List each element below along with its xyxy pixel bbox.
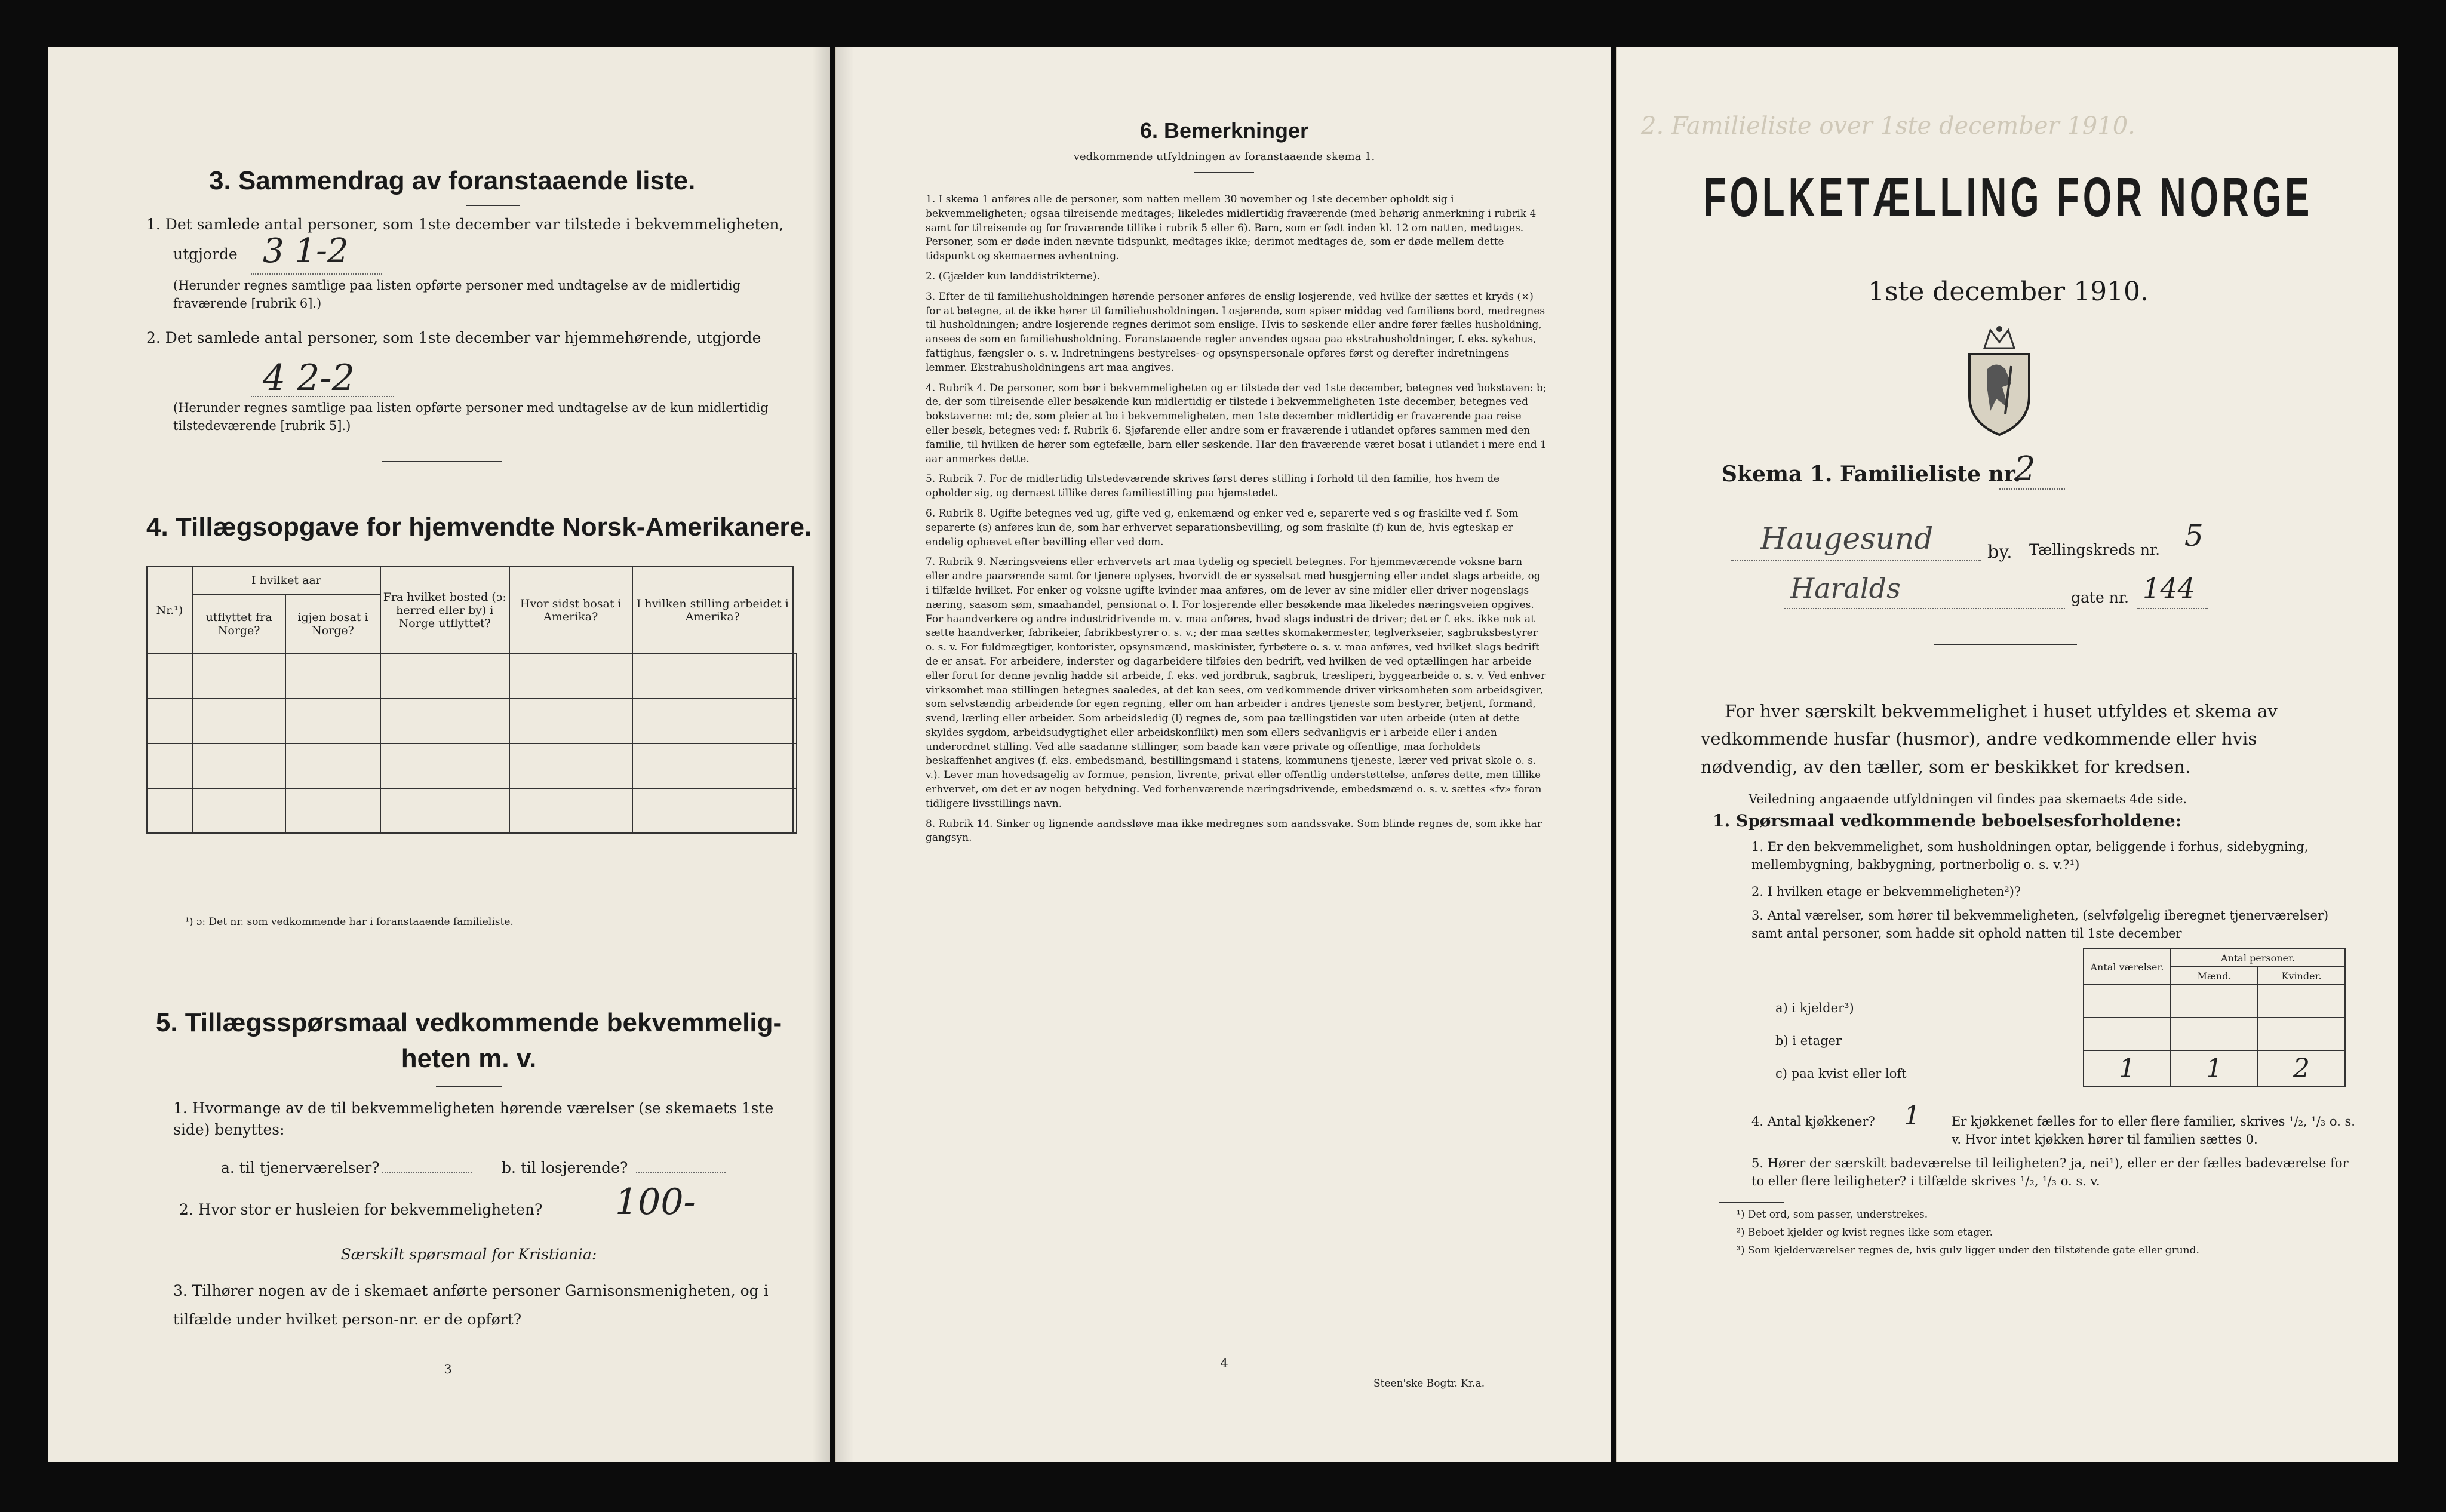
page-middle [835, 47, 1611, 1462]
c-kvinder-value: 2 [2258, 1050, 2345, 1086]
page-number: 4 [1220, 1356, 1228, 1370]
street-label: gate nr. [2071, 589, 2129, 606]
row-b-label: b) i etager [1775, 1034, 1842, 1048]
c-maend-value: 1 [2171, 1050, 2258, 1086]
col-header-aar: I hvilket aar [192, 567, 380, 594]
table-row [147, 699, 797, 743]
table-row [2084, 985, 2345, 1018]
col-kvinder: Kvinder. [2258, 967, 2345, 985]
q5-text: 5. Hører der særskilt badeværelse til leiligheten? ja, nei¹), eller er der fælles badeværelse for to eller flere leiligheter? i tilfælde skrives ¹/₂, ¹/₃ o. s. v. [1751, 1156, 2349, 1189]
col-maend: Mænd. [2171, 967, 2258, 985]
s5-q1b: b. til losjerende? [502, 1159, 628, 1176]
col-header-bosat: igjen bosat i Norge? [285, 594, 380, 654]
dotted-line [636, 1172, 726, 1173]
s4-footnote: ¹) ɔ: Det nr. som vedkommende har i foranstaaende familieliste. [185, 916, 514, 928]
col-header-nr: Nr.¹) [147, 567, 192, 654]
page-right [1616, 47, 2398, 1462]
remark-6: 6. Rubrik 8. Ugifte betegnes ved ug, gifte ved g, enkemænd og enker ved e, separerte ved s og fraskilte ved f. Som separerte (s) anføres kun de, som har erhvervet separationsbevilling, og som fraskilte (f) kun de, hvis egteskap er endelig ophævet efter bevilling eller ved dom. [926, 507, 1519, 548]
col-antal-pers: Antal personer. [2171, 949, 2345, 967]
page-number: 3 [444, 1362, 452, 1376]
table-row [147, 788, 797, 833]
city-value: Haugesund [1760, 521, 1934, 556]
divider [466, 205, 520, 206]
krets-value: 5 [2184, 518, 2204, 553]
q4-rest: Er kjøkkenet fælles for to eller flere familier, skrives ¹/₂, ¹/₃ o. s. v. Hvor intet kjøkken hører til familien sættes 0. [1952, 1114, 2355, 1147]
s3-q1-value: 3 1-2 [263, 232, 349, 271]
s3-q1-label: utgjorde [173, 245, 238, 263]
sec1-title: 1. Spørsmaal vedkommende beboelsesforholdene: [1713, 811, 2182, 831]
page-fold-shadow [836, 47, 854, 1462]
s3-q2-text: 2. Det samlede antal personer, som 1ste december var hjemmehørende, utgjorde [146, 329, 761, 346]
dotted-line [1784, 608, 2065, 609]
remark-7: 7. Rubrik 9. Næringsveiens eller erhvervets art maa tydelig og specielt betegnes. For hjemmeværende voksne barn eller andre paarørende samt for tjenere oplyses, hvorvidt de er sysselsat med husgjerning eller andet slags arbeide, og i tilfælde hvilket. For enker og voksne ugifte kvinder maa anføres, om de lever av sine midler eller driver nogenslags næring, saasom søm, smaahandel, pensionat o. l. For losjerende eller besøkende maa likeledes næringsveien opgives. For haandverkere og andre industridrivende m. v. maa anføres, hvad slags industri de driver; det er f. eks. ikke nok at sætte haandverker, fabrikeier, fabrikbestyrer o. s. v.; der maa sættes skomakermester, teglverkseier, sagbruksbestyrer o. s. v. For fuldmægtiger, kontorister, opsynsmænd, maskinister, fyrbøtere o. s. v. maa anføres, ved hvilket slags bedrift de er ansat. For arbeidere, inderster og dagarbeidere tilføies den bedrift, ved hvilken de ved optællingen har arbeide eller forut for denne jevnlig hadde sit arbeide, f. eks. ved jordbruk, sagbruk, træsliperi, byggearbeide o. s. v. Ved enhver virksomhet maa stillingen betegnes saaledes, at det kan sees, om vedkommende driver virksomheten som arbeidsgiver, som selvstændig arbeidende for egen regning, eller om han arbeider i andres tjeneste som bestyrer, betjent, formand, svend, lærling eller arbeider. Som arbeidsledig (l) regnes de, som paa tællingstiden var uten arbeide (uten at dette skyldes sygdom, arbeidsudygtighet eller arbeidskonflikt) men som ellers sedvanligvis er i arbeide eller i anden underordnet stilling. Ved alle saadanne stillinger, som baade kan være private og offentlige, maa forholdets beskaffenhet angives (f. eks. embedsmand, bestillingsmand i statens, kommunens tjeneste, lærer ved privat skole o. s. v.). Lever man hovedsagelig av formue, pension, livrente, privat eller offentlig understøttelse, anføres dette, men tillike erhvervet, om det er av nogen betydning. Ved forhenværende næringsdrivende, embedsmænd o. s. v. sættes «fv» foran tidligere livsstillings navn. [926, 556, 1546, 810]
census-date: 1ste december 1910. [1867, 276, 2149, 307]
divider-ornament [1934, 644, 2077, 645]
s3-q1-note: (Herunder regnes samtlige paa listen opførte personer med undtagelse av de midlertidig fraværende [rubrik 6].) [173, 278, 741, 311]
s5-q1a: a. til tjenerværelser? [221, 1159, 380, 1176]
divider [1719, 1202, 1784, 1203]
section-5-title-line2: heten m. v. [401, 1044, 537, 1073]
remarks-title: 6. Bemerkninger [1139, 118, 1309, 143]
remark-1: 1. I skema 1 anføres alle de personer, som natten mellem 30 november og 1ste december opholdt sig i bekvemmeligheten; ogsaa tilreisende medtages; likeledes midlertidig fraværende (med behørig anmerkning i rubrik 4 samt for tilreisende og for fraværende tillike i rubrik 5 eller 6). Barn, som er født inden kl. 12 om natten, medtages. Personer, som er døde inden nævnte tidspunkt, medtages ikke; derimot medtages de, som er døde mellem dette tidspunkt og skemaernes avhentning. [926, 193, 1537, 263]
remark-2: 2. (Gjælder kun landdistrikterne). [926, 270, 1100, 282]
q4-value: 1 [1904, 1101, 1920, 1131]
divider [382, 461, 502, 462]
s5-q3: 3. Tilhører nogen av de i skemaet anførte personer Garnisonsmenigheten, og i tilfælde under hvilket person-nr. er de opført? [173, 1282, 769, 1328]
street-number: 144 [2143, 572, 2195, 604]
col-header-bosted: Fra hvilket bosted (ɔ: herred eller by) i Norge utflyttet? [380, 567, 509, 654]
c-vaer-value: 1 [2084, 1050, 2171, 1086]
s3-q2-value: 4 2-2 [263, 357, 355, 399]
table-row [2084, 1018, 2345, 1050]
remarks-list [926, 193, 1547, 852]
q4-text: 4. Antal kjøkkener? [1751, 1114, 1875, 1129]
page-left [48, 47, 830, 1462]
dotted-line [251, 273, 382, 275]
veiledning: Veiledning angaaende utfyldningen vil findes paa skemaets 4de side. [1749, 792, 2187, 806]
row-c-label: c) paa kvist eller loft [1775, 1067, 1907, 1081]
s5-q2-value: 100- [615, 1181, 696, 1223]
rooms-table [2083, 948, 2346, 1087]
remark-3: 3. Efter de til familiehusholdningen hørende personer anføres de enslig losjerende, ved hvilke der sættes et kryds (×) for at betegne, at de ikke hører til familiehusholdningen. Losjerende, som spiser middag ved familiens bord, medregnes til husholdningen; andre losjerende regnes derimot som enslige. Hvis to søskende eller andre fører fælles husholdning, ansees de som en familiehusholdning. Foranstaaende regler anvendes ogsaa paa ekstrahusholdninger, f. eks. sykehus, fattighus, fængsler o. s. v. Indretningens bestyrelses- og opsynspersonale opføres først og derefter indretningens lemmer. Ekstrahusholdningens art maa angives. [926, 290, 1545, 374]
section-4-title: 4. Tillægsopgave for hjemvendte Norsk-Amerikanere. [146, 512, 812, 542]
remark-4: 4. Rubrik 4. De personer, som bør i bekvemmeligheten og er tilstede der ved 1ste december, betegnes ved bokstaven: b; de, der som tilreisende eller besøkende kun midlertidig er tilstede i bekvemmeligheten 1ste december, betegnes ved bokstaverne: mt; de, som pleier at bo i bekvemmeligheten, men 1ste december midlertidig er fraværende paa reise eller besøk, betegnes ved: f. Rubrik 6. Sjøfarende eller andre som er fraværende i utlandet opføres sammen med den familie, til hvilken de hører som egtefælle, barn eller søskende. Har den fraværende været bosat i utlandet i mere end 1 aar anmerkes dette. [926, 382, 1547, 465]
s3-q2-note: (Herunder regnes samtlige paa listen opførte personer med undtagelse av de kun midlertidig tilstedeværende [rubrik 5].) [173, 401, 769, 434]
footnote-1: ¹) Det ord, som passer, understrekes. [1737, 1209, 1928, 1221]
ghost-header: 2. Familieliste over 1ste december 1910. [1641, 112, 2135, 140]
section-3-title: 3. Sammendrag av foranstaaende liste. [209, 166, 696, 195]
masthead: FOLKETÆLLING FOR NORGE [1703, 167, 2313, 229]
q2-text: 2. I hvilken etage er bekvemmeligheten²)? [1751, 884, 2021, 899]
dotted-line [382, 1172, 472, 1173]
dotted-line [2137, 608, 2208, 609]
familieliste-nr: 2 [2014, 450, 2036, 488]
dotted-line [1731, 560, 1981, 561]
page-fold-shadow [812, 47, 830, 1462]
norsk-amerikanere-table [146, 566, 797, 834]
dotted-line [1999, 488, 2065, 490]
printer-mark: Steen'ske Bogtr. Kr.a. [1373, 1378, 1485, 1390]
divider [1194, 172, 1254, 173]
col-header-amerika: Hvor sidst bosat i Amerika? [509, 567, 632, 654]
divider [436, 1086, 502, 1087]
remark-8: 8. Rubrik 14. Sinker og lignende aandssløve maa ikke medregnes som aandssvake. Som blinde regnes de, som ikke har gangsyn. [926, 818, 1542, 844]
remarks-subtitle: vedkommende utfyldningen av foranstaaende skema 1. [1073, 150, 1375, 163]
s3-q1-text: 1. Det samlede antal personer, som 1ste december var tilstede i bekvemmeligheten, [146, 216, 784, 233]
col-antal-vaer: Antal værelser. [2084, 949, 2171, 985]
street-value: Haralds [1790, 572, 1901, 604]
s5-q2: 2. Hvor stor er husleien for bekvemmeligheten? [179, 1201, 543, 1218]
table-row [147, 743, 797, 788]
footnote-2: ²) Beboet kjelder og kvist regnes ikke som etager. [1737, 1227, 1993, 1239]
krets-label: Tællingskreds nr. [2029, 541, 2161, 558]
table-row [147, 654, 797, 699]
s5-q1: 1. Hvormange av de til bekvemmeligheten hørende værelser (se skemaets 1ste side) benyttes: [173, 1099, 774, 1139]
footnote-3: ³) Som kjelderværelser regnes de, hvis gulv ligger under den tilstøtende gate eller grund. [1737, 1244, 2199, 1256]
skema-label: Skema 1. Familieliste nr. [1722, 462, 2021, 487]
coat-of-arms-icon [1961, 324, 2038, 438]
table-row [2084, 1050, 2345, 1086]
q3-text: 3. Antal værelser, som hører til bekvemmeligheten, (selvfølgelig iberegnet tjenerværelser) samt antal personer, som hadde sit ophold natten til 1ste december [1751, 908, 2329, 941]
q1-text: 1. Er den bekvemmelighet, som husholdningen optar, beliggende i forhus, sidebygning, mellembygning, bakbygning, portnerbolig o. s. v.?¹) [1751, 840, 2309, 872]
col-header-stilling: I hvilken stilling arbeidet i Amerika? [632, 567, 793, 654]
section-5-title-line1: 5. Tillægsspørsmaal vedkommende bekvemmelig- [155, 1008, 782, 1037]
city-label: by. [1987, 542, 2012, 563]
dotted-line [251, 396, 394, 397]
row-a-label: a) i kjelder³) [1775, 1001, 1854, 1015]
remark-5: 5. Rubrik 7. For de midlertidig tilstedeværende skrives først deres stilling i forhold til den familie, hos hvem de opholder sig, og dernæst tillike deres familiestilling paa hjemstedet. [926, 473, 1500, 500]
intro-text: For hver særskilt bekvemmelighet i huset utfyldes et skema av vedkommende husfar (husmor), andre vedkommende eller hvis nødvendig, av den tæller, som er beskikket for kredsen. [1701, 701, 2278, 777]
s5-kristiania: Særskilt spørsmaal for Kristiania: [340, 1246, 597, 1263]
col-header-utflyttet: utflyttet fra Norge? [192, 594, 285, 654]
